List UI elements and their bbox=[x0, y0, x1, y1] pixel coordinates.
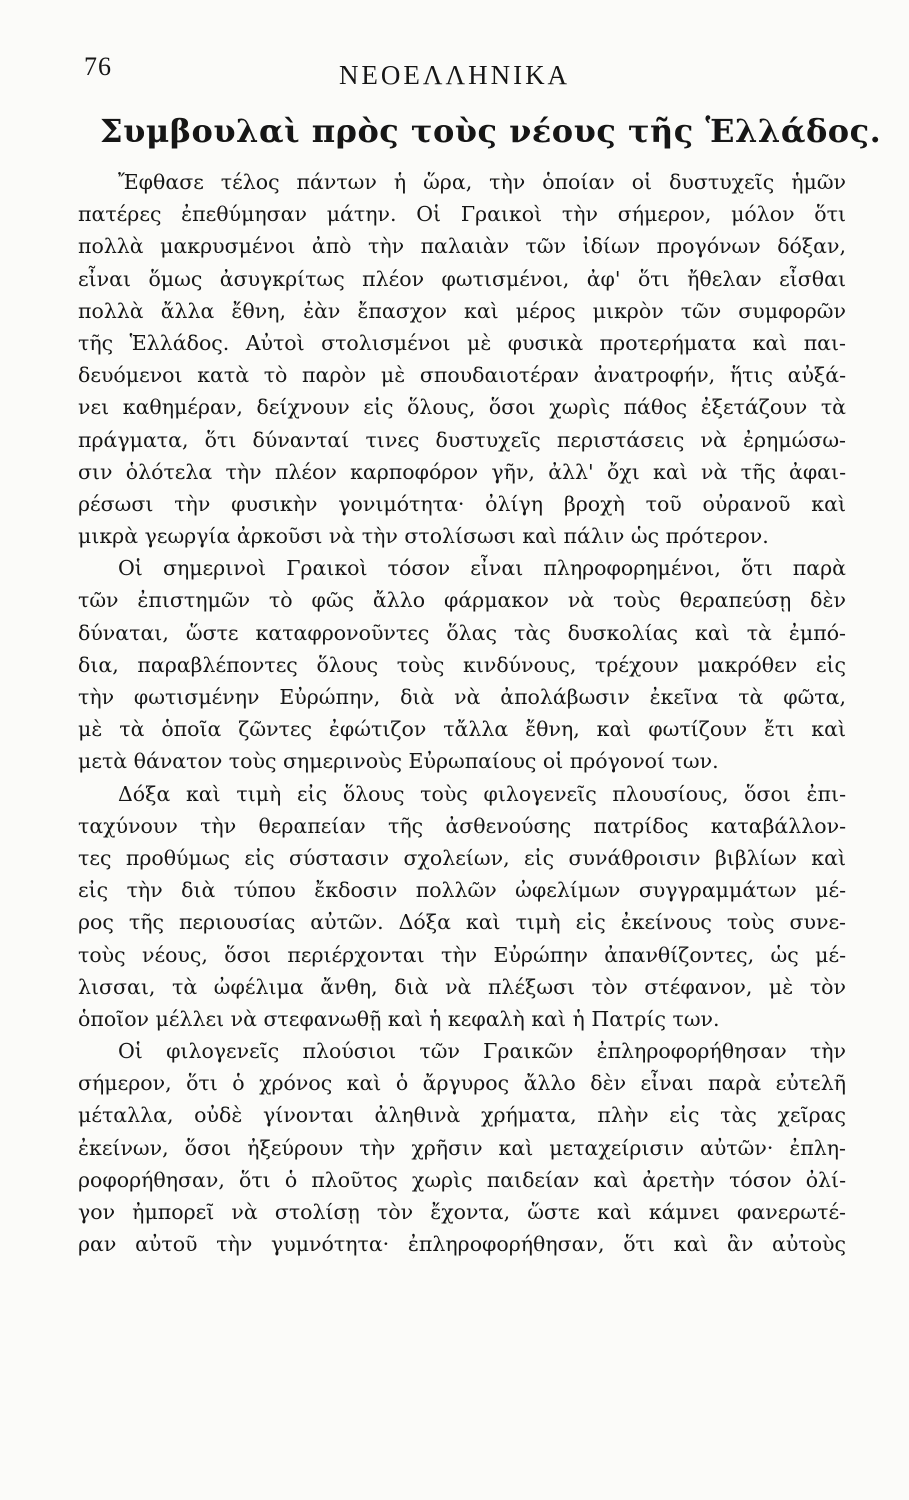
text-line: μικρὰ γεωργία ἀρκοῦσι νὰ τὴν στολίσωσι καὶ πάλιν ὡς πρότερον. bbox=[78, 524, 769, 549]
text-line: γον ἠμπορεῖ νὰ στολίσῃ τὸν ἔχοντα, ὥστε καὶ κάμνει φανερωτέ- bbox=[78, 1200, 846, 1224]
text-line: νει καθημέραν, δείχνουν εἰς ὅλους, ὅσοι χωρὶς πάθος ἐξετάζουν τὰ bbox=[78, 395, 846, 420]
text-line: Ἔφθασε τέλος πάντων ἡ ὥρα, τὴν ὁποίαν οἱ δυστυχεῖς ἡμῶν bbox=[118, 170, 846, 194]
text-line: εἶναι ὅμως ἀσυγκρίτως πλέον φωτισμένοι, ἀφ' ὅτι ἤθελαν εἶσθαι bbox=[78, 266, 846, 291]
text-line: πράγματα, ὅτι δύνανταί τινες δυστυχεῖς περιστάσεις νὰ ἐρημώσω- bbox=[78, 427, 846, 452]
text-line: τῶν ἐπιστημῶν τὸ φῶς ἄλλο φάρμακον νὰ τοὺς θεραπεύσῃ δὲν bbox=[78, 588, 846, 613]
text-line: τοὺς νέους, ὅσοι περιέρχονται τὴν Εὐρώπην ἀπανθίζοντες, ὡς μέ- bbox=[78, 942, 846, 967]
text-line: δύναται, ὥστε καταφρονοῦντες ὅλας τὰς δυσκολίας καὶ τὰ ἐμπό- bbox=[78, 620, 846, 645]
text-line: μέταλλα, οὐδὲ γίνονται ἀληθινὰ χρήματα, πλὴν εἰς τὰς χεῖρας bbox=[78, 1103, 846, 1128]
page-header bbox=[0, 52, 909, 96]
text-line: τῆς Ἑλλάδος. Αὐτοὶ στολισμένοι μὲ φυσικὰ προτερήματα καὶ παι- bbox=[78, 330, 846, 355]
text-line: πατέρες ἐπεθύμησαν μάτην. Οἱ Γραικοὶ τὴν σήμερον, μόλον ὅτι bbox=[78, 202, 846, 227]
text-line: μετὰ θάνατον τοὺς σημερινοὺς Εὐρωπαίους οἱ πρόγονοί των. bbox=[78, 749, 719, 774]
article-body bbox=[78, 166, 846, 1260]
text-line: ρος τῆς περιουσίας αὐτῶν. Δόξα καὶ τιμὴ εἰς ἐκείνους τοὺς συνε- bbox=[78, 910, 846, 935]
text-line: ὁποῖον μέλλει νὰ στεφανωθῇ καὶ ἡ κεφαλὴ καὶ ἡ Πατρίς των. bbox=[78, 1006, 720, 1031]
text-line: πολλὰ μακρυσμένοι ἀπὸ τὴν παλαιὰν τῶν ἰδίων προγόνων δόξαν, bbox=[78, 234, 846, 259]
text-line: ρέσωσι τὴν φυσικὴν γονιμότητα· ὀλίγη βροχὴ τοῦ οὐρανοῦ καὶ bbox=[78, 491, 846, 516]
text-line: σήμερον, ὅτι ὁ χρόνος καὶ ὁ ἄργυρος ἄλλο δὲν εἶναι παρὰ εὐτελῆ bbox=[78, 1071, 846, 1096]
text-line: Δόξα καὶ τιμὴ εἰς ὅλους τοὺς φιλογενεῖς πλουσίους, ὅσοι ἐπι- bbox=[118, 781, 846, 806]
text-line: Οἱ σημερινοὶ Γραικοὶ τόσον εἶναι πληροφορημένοι, ὅτι παρὰ bbox=[118, 556, 846, 581]
text-line: ροφορήθησαν, ὅτι ὁ πλοῦτος χωρὶς παιδείαν καὶ ἀρετὴν τόσον ὀλί- bbox=[78, 1167, 846, 1192]
text-line: εἰς τὴν διὰ τύπου ἔκδοσιν πολλῶν ὠφελίμων συγγραμμάτων μέ- bbox=[78, 878, 846, 903]
text-line: τες προθύμως εἰς σύστασιν σχολείων, εἰς συνάθροισιν βιβλίων καὶ bbox=[78, 845, 846, 870]
text-line: λισσαι, τὰ ὠφέλιμα ἄνθη, διὰ νὰ πλέξωσι τὸν στέφανον, μὲ τὸν bbox=[78, 974, 846, 999]
text-line: μὲ τὰ ὁποῖα ζῶντες ἐφώτιζον τἄλλα ἔθνη, καὶ φωτίζουν ἔτι καὶ bbox=[78, 717, 846, 742]
text-line: ταχύνουν τὴν θεραπείαν τῆς ἀσθενούσης πατρίδος καταβάλλον- bbox=[78, 813, 846, 838]
page-number: 76 bbox=[84, 52, 112, 81]
running-head: ΝΕΟΕΛΛΗΝΙΚΑ bbox=[338, 60, 571, 90]
text-line: σιν ὁλότελα τὴν πλέον καρποφόρον γῆν, ἀλλ' ὄχι καὶ νὰ τῆς ἀφαι- bbox=[78, 459, 846, 484]
text-line: ἐκείνων, ὅσοι ἠξεύρουν τὴν χρῆσιν καὶ μεταχείρισιν αὐτῶν· ἐπλη- bbox=[78, 1135, 846, 1160]
text-line: ραν αὐτοῦ τὴν γυμνότητα· ἐπληροφορήθησαν, ὅτι καὶ ἂν αὐτοὺς bbox=[78, 1232, 846, 1257]
article-title: Συμβουλαὶ πρὸς τοὺς νέους τῆς Ἑλλάδος. bbox=[100, 112, 882, 150]
text-line: δευόμενοι κατὰ τὸ παρὸν μὲ σπουδαιοτέραν ἀνατροφήν, ἥτις αὐξά- bbox=[78, 363, 846, 388]
text-line: πολλὰ ἄλλα ἔθνη, ἐὰν ἔπασχον καὶ μέρος μικρὸν τῶν συμφορῶν bbox=[78, 298, 846, 323]
text-line: Οἱ φιλογενεῖς πλούσιοι τῶν Γραικῶν ἐπληροφορήθησαν τὴν bbox=[118, 1039, 846, 1064]
text-line: δια, παραβλέποντες ὅλους τοὺς κινδύνους, τρέχουν μακρόθεν εἰς bbox=[78, 652, 846, 677]
text-line: τὴν φωτισμένην Εὐρώπην, διὰ νὰ ἀπολάβωσιν ἐκεῖνα τὰ φῶτα, bbox=[78, 685, 846, 709]
